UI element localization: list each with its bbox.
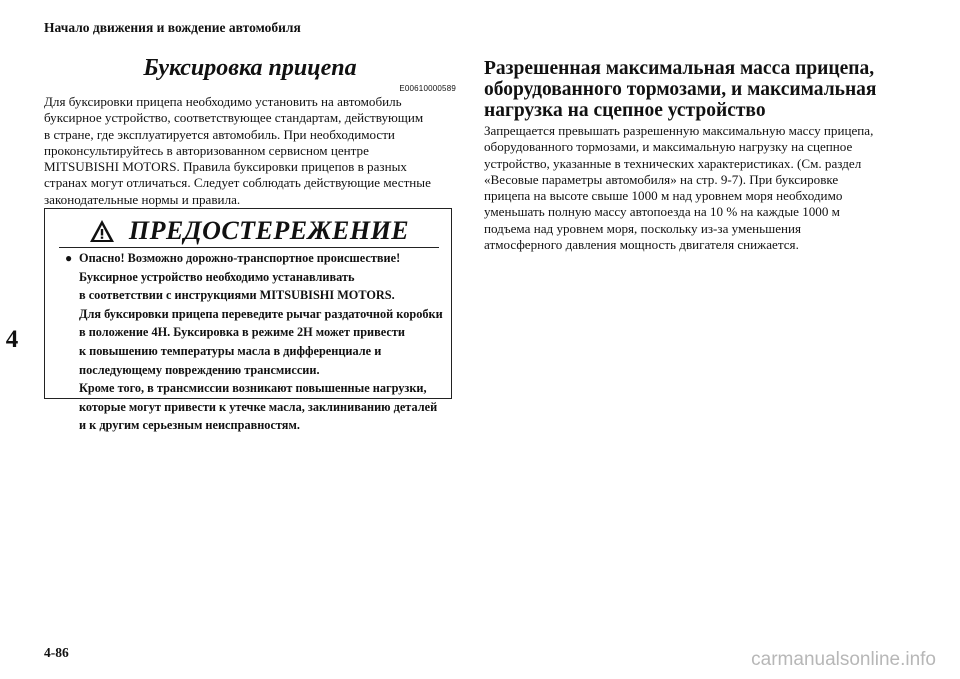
text-line: атмосферного давления мощность двигателя снижается.	[484, 237, 799, 253]
title-line: нагрузка на сцепное устройство	[484, 100, 766, 121]
text-line: Запрещается превышать разрешенную максимальную массу прицепа,	[484, 123, 874, 138]
warning-triangle-icon	[89, 219, 115, 243]
text-line: которые могут привести к утечке масла, заклиниванию деталей	[79, 399, 438, 414]
left-column	[44, 54, 456, 208]
text-line: в положение 4H. Буксировка в режиме 2H может привести	[79, 325, 405, 340]
warning-title: ПРЕДОСТЕРЕЖЕНИЕ	[128, 216, 410, 245]
chapter-number: 4	[5, 326, 19, 353]
text-line: в стране, где эксплуатируется автомобиль. При необходимости	[44, 126, 395, 142]
text-line: в соответствии с инструкциями MITSUBISHI MOTORS.	[79, 288, 395, 303]
subsection-title	[484, 58, 924, 121]
watermark: carmanualsonline.info	[751, 649, 936, 670]
bullet-icon: ●	[65, 251, 73, 265]
text-line: уменьшать полную массу автопоезда на 10 % на каждые 1000 м	[484, 204, 840, 220]
title-line: Разрешенная максимальная масса прицепа,	[484, 58, 875, 79]
warning-header	[59, 215, 439, 248]
text-line: странах могут отличаться. Следует соблюдать действующие местные	[44, 175, 431, 191]
text-line: Буксирное устройство необходимо устанавливать	[79, 269, 355, 284]
text-line: «Весовые параметры автомобиля» на стр. 9-7). При буксировке	[484, 171, 839, 187]
text-line: буксирное устройство, соответствующее стандартам, действующим	[44, 110, 424, 126]
text-line: Кроме того, в трансмиссии возникают повышенные нагрузки,	[79, 381, 427, 396]
towing-weight-paragraph	[484, 123, 924, 253]
warning-bullet-line	[65, 249, 445, 268]
warning-box	[44, 208, 452, 433]
text-line: и к другим серьезным неисправностям.	[79, 418, 300, 433]
text-line: оборудованного тормозами, и максимальную нагрузку на сцепное	[484, 139, 853, 155]
section-code: E00610000589	[399, 84, 456, 93]
page-number: 4-86	[44, 645, 69, 660]
chapter-tab	[0, 318, 24, 362]
text-line: последующему повреждению трансмиссии.	[79, 362, 320, 377]
title-line: оборудованного тормозами, и максимальная	[484, 79, 877, 100]
text-line: проконсультируйтесь в авторизованном сервисном центре	[44, 142, 369, 158]
intro-paragraph	[44, 94, 456, 208]
text-line: устройство, указанные в технических характеристиках. (См. раздел	[484, 155, 862, 171]
right-column	[484, 58, 924, 253]
text-line: подъема над уровнем моря, поскольку из-за уменьшения	[484, 220, 802, 236]
text-line: MITSUBISHI MOTORS. Правила буксировки прицепов в разных	[44, 159, 407, 175]
text-line: к повышению температуры масла в дифференциале и	[79, 343, 382, 358]
text-line: прицепа на высоте свыше 1000 м над уровнем моря необходимо	[484, 188, 843, 204]
section-title: Буксировка прицепа	[143, 55, 357, 81]
text-line: Для буксировки прицепа необходимо установить на автомобиль	[44, 94, 402, 109]
warning-text	[65, 249, 445, 435]
text-line: Опасно! Возможно дорожно-транспортное происшествие!	[79, 251, 401, 265]
text-line: законодательные нормы и правила.	[44, 191, 241, 207]
running-header: Начало движения и вождение автомобиля	[44, 20, 301, 35]
text-line: Для буксировки прицепа переведите рычаг раздаточной коробки	[79, 306, 443, 321]
